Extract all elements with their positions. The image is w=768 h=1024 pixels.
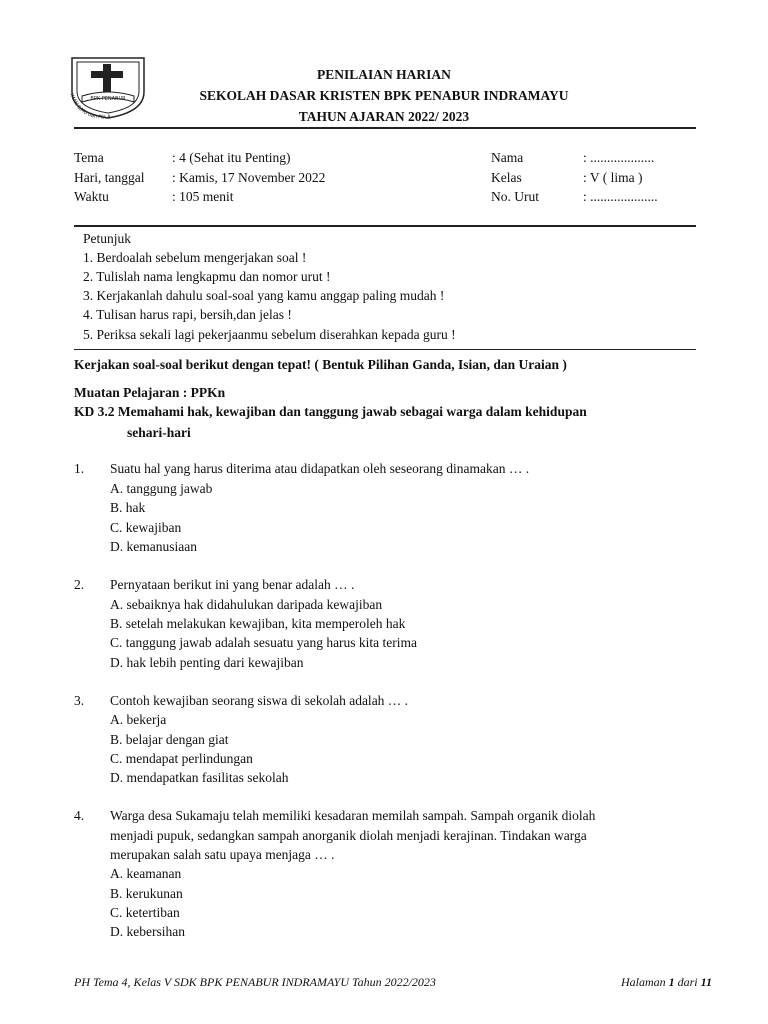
answer-option: B. setelah melakukan kewajiban, kita memperoleh hak bbox=[110, 616, 406, 631]
page-prefix: Halaman bbox=[620, 975, 669, 989]
footer-text: PH Tema 4, Kelas V SDK BPK PENABUR INDRAMAYU Tahun 2022/2023 bbox=[74, 975, 436, 989]
page-total: 11 bbox=[700, 975, 712, 989]
divider bbox=[74, 225, 696, 227]
info-date-value: : Kamis, 17 November 2022 bbox=[172, 170, 326, 185]
answer-option: D. mendapatkan fasilitas sekolah bbox=[110, 770, 289, 785]
page-number: 1 bbox=[668, 975, 675, 989]
info-tema-value: : 4 (Sehat itu Penting) bbox=[172, 150, 291, 165]
divider bbox=[74, 127, 696, 129]
kd-heading: KD 3.2 Memahami hak, kewajiban dan tanggung jawab sebagai warga dalam kehidupan bbox=[74, 404, 587, 419]
instructions-title: Petunjuk bbox=[83, 231, 132, 246]
header-title: PENILAIAN HARIAN bbox=[317, 67, 451, 82]
answer-option: A. bekerja bbox=[110, 712, 167, 727]
info-time-label: Waktu bbox=[74, 189, 109, 204]
header-school: SEKOLAH DASAR KRISTEN BPK PENABUR INDRAMAYU bbox=[199, 88, 569, 103]
info-tema-label: Tema bbox=[74, 150, 104, 165]
question-text: menjadi pupuk, sedangkan sampah anorganik diolah menjadi kerajinan. Tindakan warga bbox=[110, 828, 587, 843]
info-date-label: Hari, tanggal bbox=[74, 170, 145, 185]
instruction-item: 5. Periksa sekali lagi pekerjaanmu sebelum diserahkan kepada guru ! bbox=[83, 327, 456, 342]
answer-option: D. kebersihan bbox=[110, 924, 185, 939]
info-name-label: Nama bbox=[491, 150, 524, 165]
kd-heading-cont: sehari-hari bbox=[127, 425, 191, 440]
section-instruction: Kerjakan soal-soal berikut dengan tepat! ( Bentuk Pilihan Ganda, Isian, dan Uraian ) bbox=[74, 357, 567, 372]
header-year: TAHUN AJARAN 2022/ 2023 bbox=[298, 109, 470, 124]
answer-option: B. kerukunan bbox=[110, 886, 183, 901]
answer-option: C. ketertiban bbox=[110, 905, 180, 920]
answer-option: C. kewajiban bbox=[110, 520, 182, 535]
divider bbox=[74, 349, 696, 350]
info-time-value: : 105 menit bbox=[172, 189, 234, 204]
question-text: merupakan salah satu upaya menjaga … . bbox=[110, 847, 335, 862]
page-separator: dari bbox=[674, 975, 701, 989]
answer-option: B. hak bbox=[110, 500, 146, 515]
logo-ribbon-text: BPK PENABUR bbox=[90, 96, 126, 102]
answer-option: C. tanggung jawab adalah sesuatu yang harus kita terima bbox=[110, 635, 418, 650]
question-text: Suatu hal yang harus diterima atau didapatkan oleh seseorang dinamakan … . bbox=[110, 461, 530, 476]
question-text: Warga desa Sukamaju telah memiliki kesadaran memilah sampah. Sampah organik diolah bbox=[110, 808, 596, 823]
instruction-item: 2. Tulislah nama lengkapmu dan nomor urut ! bbox=[83, 269, 331, 284]
answer-option: C. mendapat perlindungan bbox=[110, 751, 253, 766]
info-name-value: : ................... bbox=[583, 150, 655, 165]
info-class-label: Kelas bbox=[491, 170, 522, 185]
answer-option: A. sebaiknya hak didahulukan daripada kewajiban bbox=[110, 597, 383, 612]
answer-option: A. tanggung jawab bbox=[110, 481, 213, 496]
question-text: Contoh kewajiban seorang siswa di sekolah adalah … . bbox=[110, 693, 409, 708]
answer-option: B. belajar dengan giat bbox=[110, 732, 229, 747]
info-class-value: : V ( lima ) bbox=[583, 170, 643, 185]
answer-option: D. hak lebih penting dari kewajiban bbox=[110, 655, 304, 670]
info-number-value: : .................... bbox=[583, 189, 658, 204]
page-indicator bbox=[621, 975, 712, 990]
answer-option: A. keamanan bbox=[110, 866, 182, 881]
question-number: 4. bbox=[74, 808, 85, 823]
instruction-item: 1. Berdoalah sebelum mengerjakan soal ! bbox=[83, 250, 307, 265]
question-text: Pernyataan berikut ini yang benar adalah … . bbox=[110, 577, 355, 592]
answer-option: D. kemanusiaan bbox=[110, 539, 197, 554]
question-number: 3. bbox=[74, 693, 85, 708]
info-number-label: No. Urut bbox=[491, 189, 539, 204]
subject-heading: Muatan Pelajaran : PPKn bbox=[74, 385, 226, 400]
question-number: 2. bbox=[74, 577, 85, 592]
question-number: 1. bbox=[74, 461, 85, 476]
instruction-item: 3. Kerjakanlah dahulu soal-soal yang kamu anggap paling mudah ! bbox=[83, 288, 445, 303]
instruction-item: 4. Tulisan harus rapi, bersih,dan jelas ! bbox=[83, 307, 292, 322]
logo-motto-text: IMAN ILMU dan PELA bbox=[68, 92, 111, 120]
